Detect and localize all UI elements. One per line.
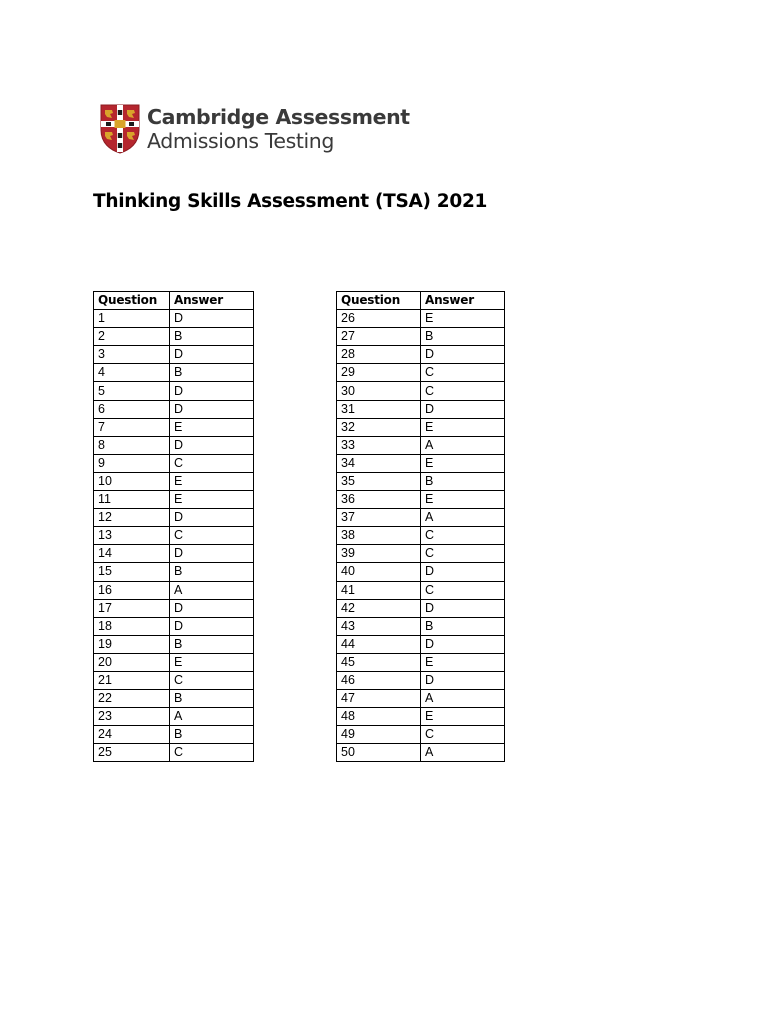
question-number-cell: 23: [94, 708, 170, 726]
table-row: [337, 599, 505, 617]
table-row: [337, 491, 505, 509]
question-number-cell: 34: [337, 454, 421, 472]
table-row: [94, 364, 254, 382]
answer-cell: E: [421, 418, 505, 436]
question-number-cell: 11: [94, 491, 170, 509]
question-number-cell: 9: [94, 454, 170, 472]
org-name-line2: Admissions Testing: [147, 129, 334, 153]
answer-table-2: [336, 291, 505, 762]
table-row: [337, 635, 505, 653]
table-row: [337, 744, 505, 762]
answer-cell: D: [170, 382, 254, 400]
table-row: [337, 310, 505, 328]
question-number-cell: 45: [337, 653, 421, 671]
table-row: [94, 454, 254, 472]
answer-cell: A: [421, 436, 505, 454]
table-row: [337, 527, 505, 545]
table-row: [94, 346, 254, 364]
answer-cell: E: [421, 310, 505, 328]
answer-cell: C: [421, 364, 505, 382]
column-header-answer: Answer: [421, 292, 505, 310]
answer-cell: A: [421, 690, 505, 708]
answer-cell: A: [170, 581, 254, 599]
question-number-cell: 22: [94, 690, 170, 708]
question-number-cell: 47: [337, 690, 421, 708]
question-number-cell: 31: [337, 400, 421, 418]
answer-table-1-body: [94, 310, 254, 762]
table-row: [337, 509, 505, 527]
question-number-cell: 33: [337, 436, 421, 454]
table-row: [94, 400, 254, 418]
question-number-cell: 13: [94, 527, 170, 545]
page-title: Thinking Skills Assessment (TSA) 2021: [93, 191, 488, 212]
org-logo: [100, 103, 410, 155]
table-row: [94, 472, 254, 490]
question-number-cell: 37: [337, 509, 421, 527]
question-number-cell: 10: [94, 472, 170, 490]
question-number-cell: 6: [94, 400, 170, 418]
question-number-cell: 41: [337, 581, 421, 599]
answer-cell: C: [170, 527, 254, 545]
question-number-cell: 14: [94, 545, 170, 563]
answer-table-1: [93, 291, 254, 762]
answer-cell: D: [170, 400, 254, 418]
question-number-cell: 18: [94, 617, 170, 635]
question-number-cell: 32: [337, 418, 421, 436]
answer-cell: B: [421, 617, 505, 635]
table-row: [94, 671, 254, 689]
table-row: [337, 563, 505, 581]
column-header-answer: Answer: [170, 292, 254, 310]
table-row: [337, 472, 505, 490]
table-row: [337, 364, 505, 382]
table-row: [94, 545, 254, 563]
question-number-cell: 30: [337, 382, 421, 400]
question-number-cell: 24: [94, 726, 170, 744]
answer-cell: E: [421, 491, 505, 509]
table-row: [337, 581, 505, 599]
table-row: [94, 726, 254, 744]
question-number-cell: 3: [94, 346, 170, 364]
question-number-cell: 16: [94, 581, 170, 599]
table-row: [94, 653, 254, 671]
answer-cell: C: [170, 454, 254, 472]
table-row: [337, 400, 505, 418]
question-number-cell: 19: [94, 635, 170, 653]
answer-cell: C: [421, 726, 505, 744]
answer-cell: D: [170, 310, 254, 328]
question-number-cell: 40: [337, 563, 421, 581]
table-row: [337, 708, 505, 726]
question-number-cell: 43: [337, 617, 421, 635]
question-number-cell: 46: [337, 671, 421, 689]
answer-cell: D: [170, 436, 254, 454]
org-name-line1: Cambridge Assessment: [147, 105, 410, 129]
answer-cell: B: [170, 726, 254, 744]
table-row: [337, 328, 505, 346]
table-row: [94, 563, 254, 581]
table-row: [337, 690, 505, 708]
table-row: [337, 436, 505, 454]
question-number-cell: 26: [337, 310, 421, 328]
table-row: [337, 382, 505, 400]
table-row: [94, 436, 254, 454]
table-row: [94, 382, 254, 400]
question-number-cell: 17: [94, 599, 170, 617]
question-number-cell: 7: [94, 418, 170, 436]
table-row: [337, 545, 505, 563]
answer-cell: C: [170, 744, 254, 762]
table-row: [337, 617, 505, 635]
cambridge-crest-icon: [100, 104, 140, 154]
question-number-cell: 42: [337, 599, 421, 617]
table-row: [337, 671, 505, 689]
answer-cell: E: [170, 418, 254, 436]
answer-cell: C: [421, 545, 505, 563]
answer-cell: D: [421, 599, 505, 617]
table-row: [337, 418, 505, 436]
answer-cell: C: [421, 527, 505, 545]
question-number-cell: 27: [337, 328, 421, 346]
answer-cell: D: [421, 400, 505, 418]
answer-cell: A: [421, 744, 505, 762]
answer-cell: C: [421, 581, 505, 599]
answer-cell: B: [421, 472, 505, 490]
question-number-cell: 1: [94, 310, 170, 328]
table-row: [94, 509, 254, 527]
question-number-cell: 48: [337, 708, 421, 726]
answer-cell: D: [421, 346, 505, 364]
answer-cell: B: [421, 328, 505, 346]
answer-cell: D: [170, 346, 254, 364]
answer-cell: E: [421, 454, 505, 472]
table-row: [94, 599, 254, 617]
question-number-cell: 2: [94, 328, 170, 346]
question-number-cell: 15: [94, 563, 170, 581]
answer-cell: E: [421, 653, 505, 671]
answer-cell: D: [421, 635, 505, 653]
answer-cell: B: [170, 563, 254, 581]
question-number-cell: 44: [337, 635, 421, 653]
answer-cell: B: [170, 328, 254, 346]
answer-cell: E: [170, 653, 254, 671]
table-row: [94, 708, 254, 726]
question-number-cell: 39: [337, 545, 421, 563]
table-row: [94, 690, 254, 708]
table-header-row: [337, 292, 505, 310]
table-row: [94, 581, 254, 599]
question-number-cell: 35: [337, 472, 421, 490]
column-header-question: Question: [337, 292, 421, 310]
answer-cell: D: [421, 563, 505, 581]
table-row: [337, 346, 505, 364]
table-header-row: [94, 292, 254, 310]
table-row: [94, 527, 254, 545]
answer-cell: A: [170, 708, 254, 726]
table-row: [94, 635, 254, 653]
org-name: [147, 105, 410, 153]
question-number-cell: 4: [94, 364, 170, 382]
table-row: [337, 653, 505, 671]
answer-cell: C: [421, 382, 505, 400]
answer-cell: B: [170, 635, 254, 653]
table-row: [94, 328, 254, 346]
answer-cell: D: [170, 509, 254, 527]
question-number-cell: 38: [337, 527, 421, 545]
question-number-cell: 28: [337, 346, 421, 364]
table-row: [337, 454, 505, 472]
question-number-cell: 36: [337, 491, 421, 509]
question-number-cell: 29: [337, 364, 421, 382]
answer-cell: A: [421, 509, 505, 527]
answer-cell: B: [170, 364, 254, 382]
answer-cell: D: [170, 617, 254, 635]
question-number-cell: 50: [337, 744, 421, 762]
question-number-cell: 49: [337, 726, 421, 744]
column-header-question: Question: [94, 292, 170, 310]
question-number-cell: 20: [94, 653, 170, 671]
answer-cell: D: [170, 545, 254, 563]
answer-cell: D: [421, 671, 505, 689]
answer-table-2-body: [337, 310, 505, 762]
answer-cell: C: [170, 671, 254, 689]
table-row: [94, 310, 254, 328]
answer-cell: E: [170, 472, 254, 490]
question-number-cell: 25: [94, 744, 170, 762]
question-number-cell: 8: [94, 436, 170, 454]
table-row: [94, 744, 254, 762]
answer-cell: B: [170, 690, 254, 708]
table-row: [337, 726, 505, 744]
table-row: [94, 418, 254, 436]
question-number-cell: 21: [94, 671, 170, 689]
question-number-cell: 12: [94, 509, 170, 527]
answer-cell: E: [421, 708, 505, 726]
answer-cell: D: [170, 599, 254, 617]
question-number-cell: 5: [94, 382, 170, 400]
table-row: [94, 617, 254, 635]
answer-cell: E: [170, 491, 254, 509]
table-row: [94, 491, 254, 509]
